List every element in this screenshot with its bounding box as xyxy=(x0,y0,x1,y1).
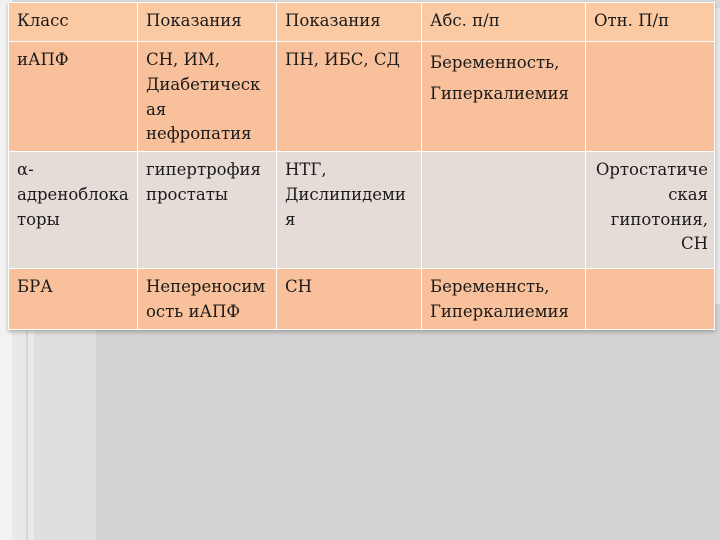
cell-line: Гиперкалиемия xyxy=(430,83,569,103)
cell-line: СН xyxy=(680,234,708,254)
cell-line: Беременнсть, xyxy=(430,277,550,296)
cell-line: нефропатия xyxy=(146,124,252,144)
slide-background-panel-inner xyxy=(96,304,720,540)
table-row xyxy=(9,42,715,152)
cell-indications-2 xyxy=(277,152,422,269)
cell-line: Дислипидемия xyxy=(285,184,406,229)
cell-line: иАПФ xyxy=(17,50,69,69)
cell-line: СН xyxy=(285,277,313,296)
header-cell-absolute-contraindications: Абс. п/п xyxy=(422,3,586,42)
cell-relative-contraindications xyxy=(586,42,715,152)
header-cell-indications-1: Показания xyxy=(138,3,277,42)
cell-line: СН, ИМ, xyxy=(146,50,221,69)
header-cell-relative-contraindications: Отн. П/п xyxy=(586,3,715,42)
cell-class xyxy=(9,42,138,152)
cell-line: БРА xyxy=(17,277,53,296)
cell-line: ПН, ИБС, СД xyxy=(285,50,400,69)
cell-relative-contraindications xyxy=(586,269,715,330)
cell-relative-contraindications xyxy=(586,152,715,269)
cell-line: Непереносим xyxy=(146,277,266,296)
cell-line: НТГ, xyxy=(285,160,327,179)
cell-line: α- xyxy=(17,160,34,179)
cell-absolute-contraindications xyxy=(422,269,586,330)
cell-line: ская xyxy=(668,184,708,204)
cell-class xyxy=(9,152,138,269)
cell-line: простаты xyxy=(146,184,228,204)
cell-absolute-contraindications xyxy=(422,42,586,152)
table-row xyxy=(9,152,715,269)
cell-absolute-contraindications xyxy=(422,152,586,269)
cell-line: Гиперкалиемия xyxy=(430,301,569,321)
cell-line: Беременность, xyxy=(430,53,560,72)
cell-line: Ортостатиче xyxy=(595,160,708,179)
cell-indications-2 xyxy=(277,269,422,330)
cell-indications-1 xyxy=(138,42,277,152)
cell-line: торы xyxy=(17,209,60,229)
table-row xyxy=(9,269,715,330)
cell-indications-1 xyxy=(138,269,277,330)
header-cell-indications-2: Показания xyxy=(277,3,422,42)
cell-indications-2 xyxy=(277,42,422,152)
cell-line: ость иАПФ xyxy=(146,301,241,321)
cell-indications-1 xyxy=(138,152,277,269)
cell-line: адреноблока xyxy=(17,184,129,204)
drug-contraindication-table xyxy=(8,2,715,330)
header-cell-class: Класс xyxy=(9,3,138,42)
cell-line: гипертрофия xyxy=(146,160,261,179)
cell-line: гипотония, xyxy=(610,209,708,229)
slide-decorative-line xyxy=(26,300,28,540)
table-header-row xyxy=(9,3,715,42)
cell-class xyxy=(9,269,138,330)
cell-line: Диабетическая xyxy=(146,74,261,119)
